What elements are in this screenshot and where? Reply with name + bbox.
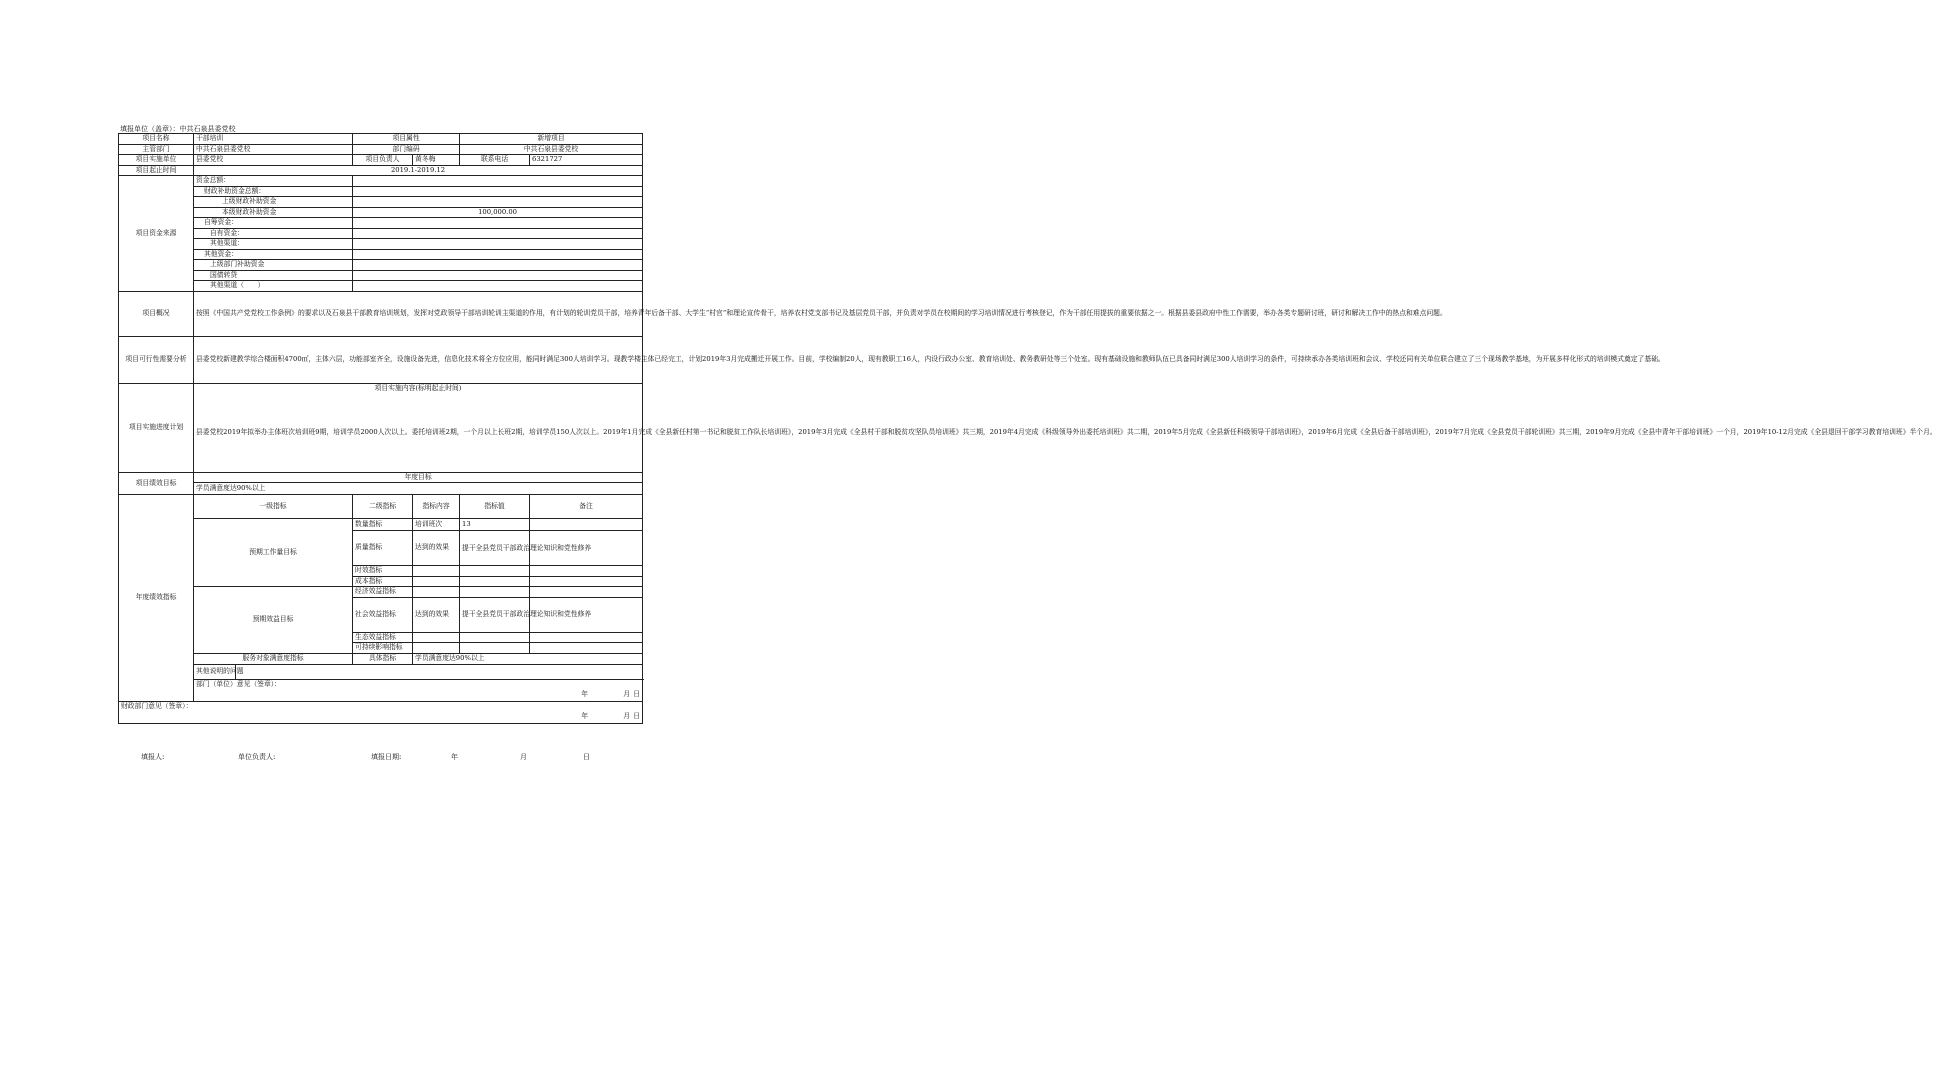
progress-text: 县委党校2019年拟举办主体班次培训班9期，培训学员2000人次以上。委托培训班2期，一个月以上长班2期，培训学员150人次以上。2019年1月完成《全县新任村第一书记和脱贫工作队长培训班》，2019年3月完成《全县村干部和脱贫攻坚队员培训班》共三期，2019年4月完成《科级领导外出委托培训班》共二期，2019年5月完成《全县新任科级领导干部培训班》，2019年6月完成《全县后备干部培训班》，2019年7月完成《全县党员干部轮训班》共三期，2019年9月完成《全县中青年干部培训班》一个月，2019年10-12月完成《全县退回干部学习教育培训班》半个月。 [194,394,643,472]
empty-cell [460,643,530,654]
progress-label: 项目实施进度计划 [119,383,194,472]
fund-value: 100,000.00 [353,207,643,218]
fund-value [353,186,643,197]
header-content: 指标内容 [413,495,460,519]
header-note: 备注 [530,495,643,519]
fund-value [353,176,643,187]
dept-opinion-date [194,689,643,701]
fund-value [353,260,643,271]
group-benefit: 预期效益目标 [194,587,353,654]
feasibility-label: 项目可行性需要分析 [119,336,194,383]
goal-text: 学员满意度达90%以上 [194,483,643,495]
group-workload: 预期工作量目标 [194,519,353,587]
other-label: 其他说明的问题 [194,664,236,679]
quality-content: 达到的效果 [413,531,460,566]
note-cell [530,519,643,531]
quantity-indicator: 数量指标 [353,519,413,531]
dept-opinion: 部门（单位）意见（签章）： [194,679,643,689]
empty-cell [460,587,530,598]
footer-unit-owner: 单位负责人: [238,753,276,761]
fund-item: 上级部门补助资金 [194,260,353,271]
fund-item: 资金总额： [194,176,353,187]
overview-label: 项目概况 [119,291,194,336]
social-value: 提干全县党员干部政治理论知识和党性修养 [460,597,530,632]
time-indicator: 时效指标 [353,566,413,577]
dept-code-value: 中共石泉县委党校 [460,144,643,155]
header-level2: 二级指标 [353,495,413,519]
phone: 6321727 [530,155,643,166]
empty-cell [413,576,460,587]
satisfaction-value: 学员满意度达90%以上 [413,653,643,664]
impl: 县委党校 [194,155,353,166]
fund-value [353,249,643,260]
owner-label: 项目负责人 [353,155,413,166]
fund-item: 自有资金： [194,228,353,239]
social-indicator: 社会效益指标 [353,597,413,632]
quality-value: 提干全县党员干部政治理论知识和党性修养 [460,531,530,566]
sustain-indicator: 可持续影响指标 [353,643,413,654]
empty-cell [413,632,460,643]
finance-opinion: 财政部门意见（签章）： [119,701,643,711]
empty-cell [413,587,460,598]
empty-cell [460,576,530,587]
fund-item: 本级财政补助资金 [194,207,353,218]
quantity-value: 13 [460,519,530,531]
fund-item: 其他渠道（ ） [194,281,353,292]
footer-fill-date: 填报日期: [371,753,402,761]
feasibility-text: 县委党校新建教学综合楼面积4700㎡，主体六层，功能部室齐全，设施设备先进，信息化技术将全方位应用，能同时满足300人培训学习。现教学楼主体已经完工，计划2019年3月完成搬迁开展工作。目前，学校编制20人，现有教职工16人，内设行政办公室、教育培训处、教务教研处等三个处室。现有基础设施和教师队伍已具备同时满足300人培训学习的条件，可持续承办各类培训班和会议、学校还同有关单位联合建立了三个现场教学基地，为开展多样化形式的培训模式奠定了基础。 [194,336,643,383]
empty-cell [460,566,530,577]
empty-cell [413,566,460,577]
other-value [236,664,643,679]
cost-indicator: 成本指标 [353,576,413,587]
fund-item: 其他渠道： [194,239,353,250]
finance-opinion-date [119,711,643,723]
note-cell [530,566,643,577]
empty-cell [460,632,530,643]
footer-filler: 填报人: [141,753,165,761]
footer-month: 月 [520,753,527,761]
fund-value [353,228,643,239]
date-month: 月 [623,712,631,720]
econ-indicator: 经济效益指标 [353,587,413,598]
empty-cell [413,643,460,654]
note-cell [530,587,643,598]
date-year: 年 [581,690,589,698]
fund-item: 财政补助资金总额： [194,186,353,197]
header-value: 指标值 [460,495,530,519]
fund-value [353,218,643,229]
progress-header: 项目实施内容(标明起止时间) [194,383,643,394]
quality-indicator: 质量指标 [353,531,413,566]
fill-unit: 填报单位（盖章）：中共石泉县委党校 [120,125,236,133]
period-label: 项目起止时间 [119,165,194,176]
dept-code-label: 部门编码 [353,144,460,155]
header-level1: 一级指标 [194,495,353,519]
footer-year: 年 [451,753,458,761]
footer-day: 日 [583,753,590,761]
impl-label: 项目实施单位 [119,155,194,166]
fund-item: 其他资金： [194,249,353,260]
date-month: 月 [623,690,631,698]
dept-label: 主管部门 [119,144,194,155]
date-day: 日 [633,712,641,720]
fund-item: 自筹资金： [194,218,353,229]
quantity-content: 培训班次 [413,519,460,531]
funds-label: 项目资金来源 [119,176,194,292]
satisfaction-sub: 具体指标 [353,653,413,664]
dept: 中共石泉县委党校 [194,144,353,155]
fund-value [353,270,643,281]
social-content: 达到的效果 [413,597,460,632]
project-table [118,133,1937,724]
fund-value [353,281,643,292]
indicators-label: 年度绩效指标 [119,495,194,702]
date-day: 日 [633,690,641,698]
goal-header: 年度目标 [194,472,643,483]
eco-indicator: 生态效益指标 [353,632,413,643]
note-cell [530,643,643,654]
project-attr: 新增项目 [460,134,643,145]
overview-text: 按照《中国共产党党校工作条例》的要求以及石泉县干部教育培训规划，发挥对党政领导干部培训轮训主渠道的作用，有计划的轮训党员干部，培养青年后备干部、大学生“村官”和理论宣传骨干，培养农村党支部书记及基层党员干部，并负责对学员在校期间的学习培训情况进行考核登记，作为干部任用提拔的重要依据之一。根据县委县政府中性工作需要，举办各类专题研讨班，研讨和解决工作中的热点和难点问题。 [194,291,643,336]
note-cell [530,632,643,643]
fund-item: 上级财政补助资金 [194,197,353,208]
fund-value [353,197,643,208]
project-name-label: 项目名称 [119,134,194,145]
note-cell [530,576,643,587]
satisfaction-label: 服务对象满意度指标 [194,653,353,664]
project-name: 干部培训 [194,134,353,145]
goal-label: 项目绩效目标 [119,472,194,495]
project-attr-label: 项目属性 [353,134,460,145]
phone-label: 联系电话 [460,155,530,166]
fund-value [353,239,643,250]
fund-item: 国债转贷 [194,270,353,281]
date-year: 年 [581,712,589,720]
period: 2019.1-2019.12 [194,165,643,176]
owner: 黄冬梅 [413,155,460,166]
